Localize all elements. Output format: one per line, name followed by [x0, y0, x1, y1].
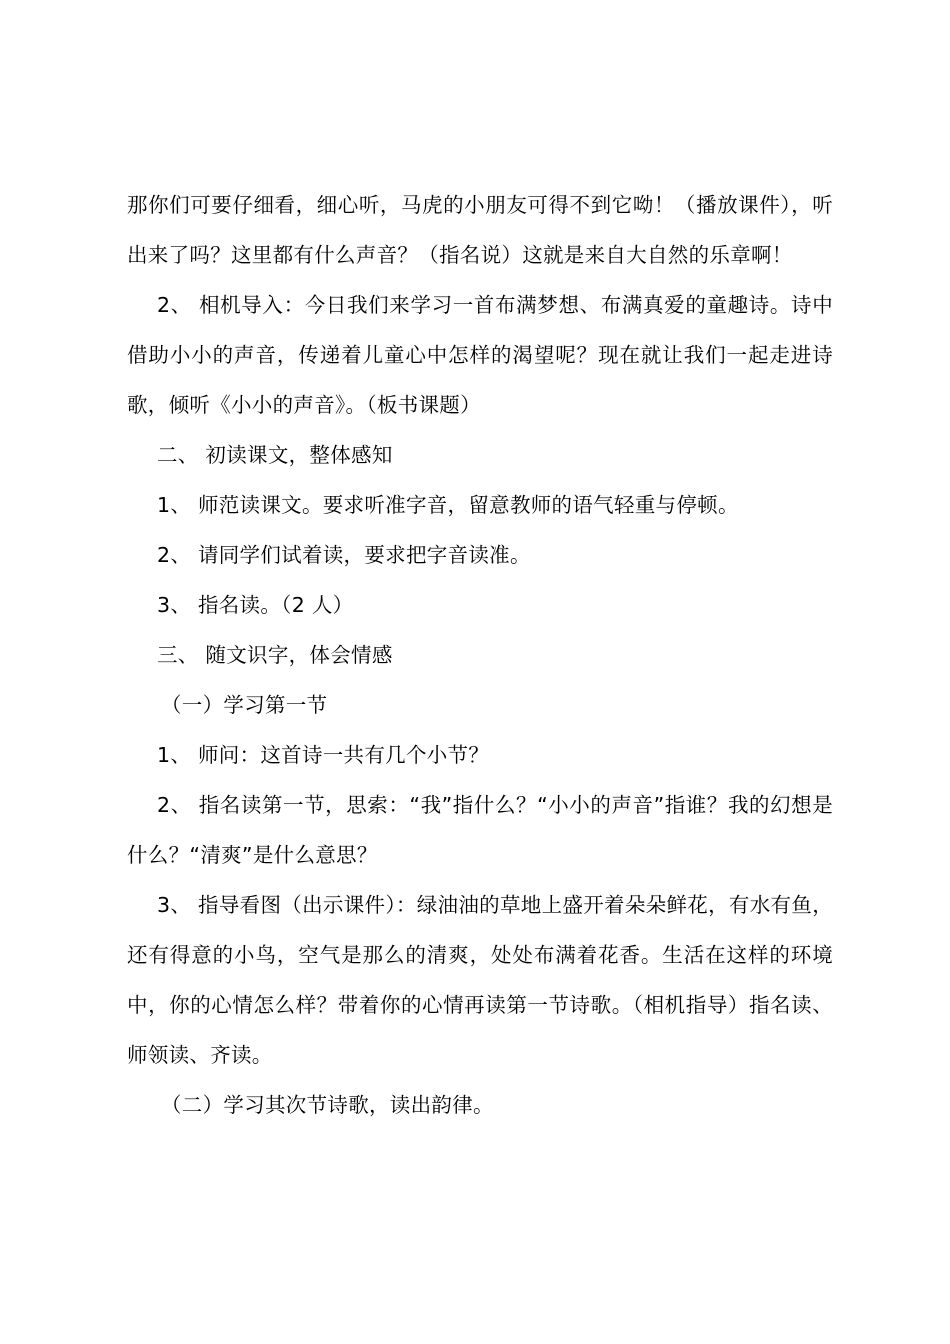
subsection-heading-1: （一）学习第一节 [161, 693, 328, 717]
subsection-heading-2: （二）学习其次节诗歌，读出韵律。 [161, 1093, 494, 1117]
list-item: 1、 师问：这首诗一共有几个小节？ [157, 743, 490, 767]
list-item: 3、 指导看图（出示课件）：绿油油的草地上盛开着朵朵鲜花，有水有鱼，还有得意的小鸟，空气是那么的清爽，处处布满着花香。生活在这样的环境中，你的心情怎么样？带着你的心情再读第一节诗歌。（相机指导）指名读、师领读、齐读。 [127, 893, 833, 1067]
paragraph-lead-in: 2、 相机导入：今日我们来学习一首布满梦想、布满真爱的童趣诗。诗中借助小小的声音，传递着儿童心中怎样的渴望呢？现在就让我们一起走进诗歌，倾听《小小的声音》。（板书课题） [127, 293, 833, 417]
section-heading-2: 二、 初读课文，整体感知 [157, 443, 393, 467]
list-item: 2、 指名读第一节，思索：“我”指什么？“小小的声音”指谁？我的幻想是什么？“清爽”是什么意思？ [127, 793, 833, 867]
list-item: 3、 指名读。（2 人） [157, 593, 354, 617]
list-item: 2、 请同学们试着读，要求把字音读准。 [157, 543, 531, 567]
paragraph-intro-continuation: 那你们可要仔细看，细心听，马虎的小朋友可得不到它呦！（播放课件），听出来了吗？这里都有什么声音？（指名说）这就是来自大自然的乐章啊！ [127, 193, 833, 267]
document-body [127, 180, 833, 1130]
section-heading-3: 三、 随文识字，体会情感 [157, 643, 393, 667]
list-item: 1、 师范读课文。要求听准字音，留意教师的语气轻重与停顿。 [157, 493, 739, 517]
